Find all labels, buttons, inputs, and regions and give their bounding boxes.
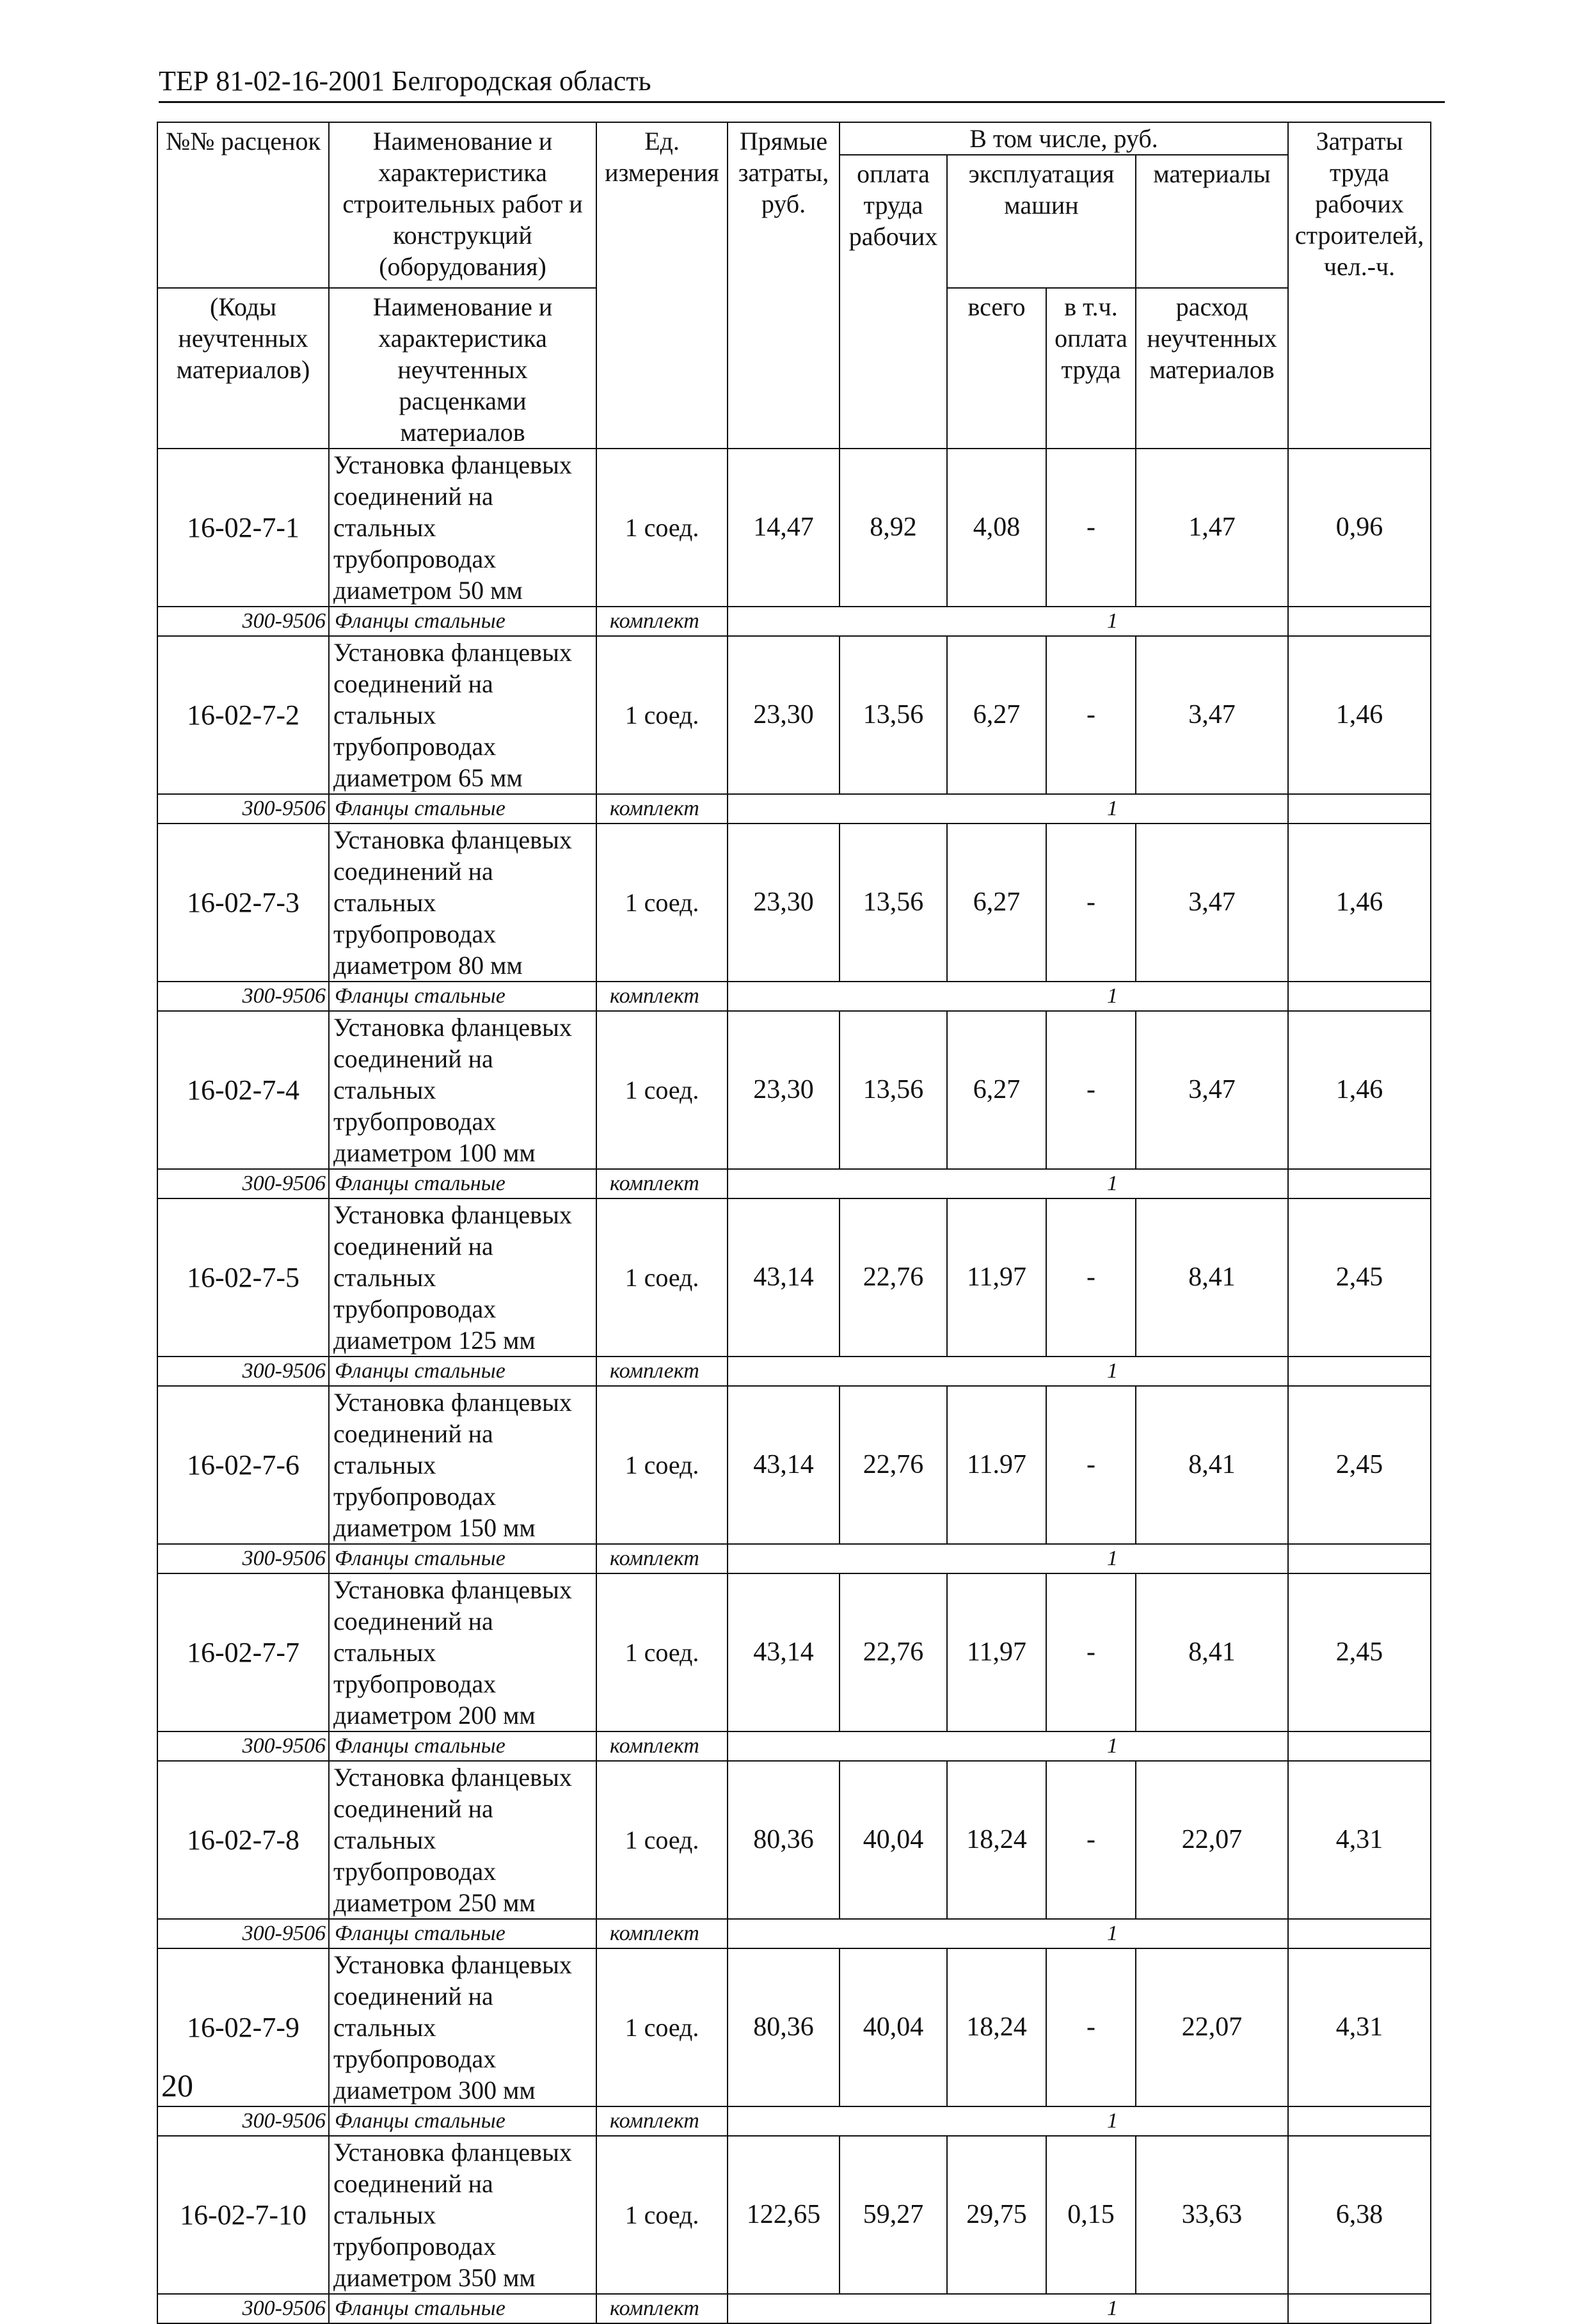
unit: 1 соед. — [596, 1948, 728, 2106]
material-blank-end — [1288, 1731, 1431, 1761]
direct-cost: 14,47 — [728, 449, 840, 607]
material-row — [157, 1357, 1431, 1386]
header-unit: Ед. измерения — [596, 122, 728, 449]
material-code: 300-9506 — [157, 982, 329, 1011]
material-blank-end — [1288, 794, 1431, 824]
material-qty: 1 — [1046, 2106, 1288, 2136]
machines-wages: - — [1046, 1573, 1136, 1731]
materials: 22,07 — [1136, 1948, 1288, 2106]
direct-cost: 23,30 — [728, 1011, 840, 1169]
material-blank-end — [1288, 1919, 1431, 1948]
labor: 0,96 — [1288, 449, 1431, 607]
material-qty: 1 — [1046, 794, 1288, 824]
material-unit: комплект — [596, 1169, 728, 1198]
labor: 2,45 — [1288, 1386, 1431, 1544]
material-name: Фланцы стальные — [329, 1919, 596, 1948]
header-unaccounted-name: Наименование и характеристика неучтенных расценками материалов — [329, 288, 596, 449]
direct-cost: 122,65 — [728, 2136, 840, 2294]
labor: 1,46 — [1288, 824, 1431, 982]
header-code: №№ расценок — [157, 122, 329, 288]
header-material-use: расход неучтенных материалов — [1136, 288, 1288, 449]
header-unaccounted-code: (Коды неучтенных материалов) — [157, 288, 329, 449]
machines-wages: 0,15 — [1046, 2136, 1136, 2294]
material-code: 300-9506 — [157, 794, 329, 824]
materials: 33,63 — [1136, 2136, 1288, 2294]
machines-total: 6,27 — [947, 824, 1046, 982]
material-unit: комплект — [596, 1357, 728, 1386]
machines-total: 18,24 — [947, 1761, 1046, 1919]
unit: 1 соед. — [596, 1761, 728, 1919]
material-name: Фланцы стальные — [329, 607, 596, 636]
unit: 1 соед. — [596, 1198, 728, 1357]
labor: 1,46 — [1288, 636, 1431, 794]
material-code: 300-9506 — [157, 1357, 329, 1386]
machines-wages: - — [1046, 1761, 1136, 1919]
machines-wages: - — [1046, 1198, 1136, 1357]
document-title: ТЕР 81-02-16-2001 Белгородская область — [159, 65, 651, 97]
materials: 8,41 — [1136, 1386, 1288, 1544]
material-code: 300-9506 — [157, 1169, 329, 1198]
machines-total: 18,24 — [947, 1948, 1046, 2106]
unit: 1 соед. — [596, 1011, 728, 1169]
material-unit: комплект — [596, 1919, 728, 1948]
machines-wages: - — [1046, 1011, 1136, 1169]
material-blank — [728, 2294, 1046, 2323]
rates-table — [157, 122, 1431, 2324]
material-unit: комплект — [596, 2106, 728, 2136]
wages: 13,56 — [840, 636, 947, 794]
direct-cost: 23,30 — [728, 824, 840, 982]
machines-wages: - — [1046, 824, 1136, 982]
table-row — [157, 824, 1431, 982]
material-qty: 1 — [1046, 1357, 1288, 1386]
rate-code: 16-02-7-9 — [157, 1948, 329, 2106]
material-row — [157, 1731, 1431, 1761]
labor: 2,45 — [1288, 1573, 1431, 1731]
direct-cost: 80,36 — [728, 1761, 840, 1919]
labor: 4,31 — [1288, 1761, 1431, 1919]
unit: 1 соед. — [596, 824, 728, 982]
material-unit: комплект — [596, 982, 728, 1011]
direct-cost: 43,14 — [728, 1573, 840, 1731]
rate-code: 16-02-7-6 — [157, 1386, 329, 1544]
unit: 1 соед. — [596, 449, 728, 607]
material-blank — [728, 1169, 1046, 1198]
material-unit: комплект — [596, 2294, 728, 2323]
material-blank — [728, 982, 1046, 1011]
machines-total: 11.97 — [947, 1386, 1046, 1544]
rate-code: 16-02-7-7 — [157, 1573, 329, 1731]
unit: 1 соед. — [596, 1386, 728, 1544]
machines-total: 4,08 — [947, 449, 1046, 607]
material-blank — [728, 794, 1046, 824]
material-qty: 1 — [1046, 1544, 1288, 1573]
material-blank-end — [1288, 2106, 1431, 2136]
rate-code: 16-02-7-2 — [157, 636, 329, 794]
material-code: 300-9506 — [157, 1919, 329, 1948]
header-wages: оплата труда рабочих — [840, 155, 947, 449]
material-name: Фланцы стальные — [329, 1357, 596, 1386]
material-name: Фланцы стальные — [329, 982, 596, 1011]
materials: 22,07 — [1136, 1761, 1288, 1919]
rate-code: 16-02-7-3 — [157, 824, 329, 982]
wages: 22,76 — [840, 1573, 947, 1731]
table-row — [157, 1948, 1431, 2106]
material-blank-end — [1288, 1169, 1431, 1198]
materials: 8,41 — [1136, 1198, 1288, 1357]
table-row — [157, 636, 1431, 794]
machines-total: 6,27 — [947, 636, 1046, 794]
machines-total: 11,97 — [947, 1198, 1046, 1357]
page-number: 20 — [161, 2067, 193, 2103]
material-qty: 1 — [1046, 1919, 1288, 1948]
rate-code: 16-02-7-5 — [157, 1198, 329, 1357]
header-labor: Затраты труда рабочих строителей, чел.-ч. — [1288, 122, 1431, 449]
material-blank — [728, 1919, 1046, 1948]
work-name: Установка фланцевых соединений на стальных трубопроводах диаметром 300 мм — [329, 1948, 596, 2106]
header-direct: Прямые затраты, руб. — [728, 122, 840, 449]
unit: 1 соед. — [596, 1573, 728, 1731]
material-name: Фланцы стальные — [329, 1731, 596, 1761]
direct-cost: 80,36 — [728, 1948, 840, 2106]
labor: 1,46 — [1288, 1011, 1431, 1169]
material-name: Фланцы стальные — [329, 1544, 596, 1573]
work-name: Установка фланцевых соединений на стальных трубопроводах диаметром 65 мм — [329, 636, 596, 794]
rate-code: 16-02-7-8 — [157, 1761, 329, 1919]
materials: 3,47 — [1136, 636, 1288, 794]
materials: 8,41 — [1136, 1573, 1288, 1731]
material-blank — [728, 1544, 1046, 1573]
unit: 1 соед. — [596, 2136, 728, 2294]
table-row — [157, 2136, 1431, 2294]
work-name: Установка фланцевых соединений на стальных трубопроводах диаметром 350 мм — [329, 2136, 596, 2294]
page-header — [159, 64, 1445, 103]
material-code: 300-9506 — [157, 1731, 329, 1761]
header-name: Наименование и характеристика строительных работ и конструкций (оборудования) — [329, 122, 596, 288]
material-blank-end — [1288, 607, 1431, 636]
material-row — [157, 982, 1431, 1011]
material-code: 300-9506 — [157, 1544, 329, 1573]
wages: 40,04 — [840, 1761, 947, 1919]
machines-wages: - — [1046, 636, 1136, 794]
machines-wages: - — [1046, 449, 1136, 607]
labor: 4,31 — [1288, 1948, 1431, 2106]
material-row — [157, 1919, 1431, 1948]
work-name: Установка фланцевых соединений на стальных трубопроводах диаметром 50 мм — [329, 449, 596, 607]
materials: 3,47 — [1136, 1011, 1288, 1169]
material-code: 300-9506 — [157, 2294, 329, 2323]
table-row — [157, 1011, 1431, 1169]
rate-code: 16-02-7-4 — [157, 1011, 329, 1169]
material-row — [157, 2106, 1431, 2136]
material-name: Фланцы стальные — [329, 2294, 596, 2323]
header-machines-wages: в т.ч. оплата труда — [1046, 288, 1136, 449]
material-code: 300-9506 — [157, 2106, 329, 2136]
material-qty: 1 — [1046, 607, 1288, 636]
table-header — [157, 122, 1431, 449]
wages: 59,27 — [840, 2136, 947, 2294]
labor: 2,45 — [1288, 1198, 1431, 1357]
wages: 13,56 — [840, 824, 947, 982]
direct-cost: 43,14 — [728, 1198, 840, 1357]
wages: 22,76 — [840, 1198, 947, 1357]
table-row — [157, 449, 1431, 607]
work-name: Установка фланцевых соединений на стальных трубопроводах диаметром 80 мм — [329, 824, 596, 982]
header-materials: материалы — [1136, 155, 1288, 288]
material-name: Фланцы стальные — [329, 2106, 596, 2136]
work-name: Установка фланцевых соединений на стальных трубопроводах диаметром 250 мм — [329, 1761, 596, 1919]
material-blank-end — [1288, 982, 1431, 1011]
table-row — [157, 1386, 1431, 1544]
machines-total: 6,27 — [947, 1011, 1046, 1169]
rate-code: 16-02-7-10 — [157, 2136, 329, 2294]
rate-code: 16-02-7-1 — [157, 449, 329, 607]
table-row — [157, 1198, 1431, 1357]
material-qty: 1 — [1046, 1169, 1288, 1198]
header-including: В том числе, руб. — [840, 122, 1288, 155]
material-name: Фланцы стальные — [329, 1169, 596, 1198]
material-row — [157, 2294, 1431, 2323]
material-unit: комплект — [596, 607, 728, 636]
material-name: Фланцы стальные — [329, 794, 596, 824]
machines-total: 29,75 — [947, 2136, 1046, 2294]
machines-wages: - — [1046, 1386, 1136, 1544]
material-row — [157, 1169, 1431, 1198]
labor: 6,38 — [1288, 2136, 1431, 2294]
wages: 40,04 — [840, 1948, 947, 2106]
material-code: 300-9506 — [157, 607, 329, 636]
materials: 1,47 — [1136, 449, 1288, 607]
table-body — [157, 449, 1431, 2323]
wages: 8,92 — [840, 449, 947, 607]
material-qty: 1 — [1046, 1731, 1288, 1761]
material-blank-end — [1288, 1544, 1431, 1573]
work-name: Установка фланцевых соединений на стальных трубопроводах диаметром 200 мм — [329, 1573, 596, 1731]
material-unit: комплект — [596, 794, 728, 824]
wages: 22,76 — [840, 1386, 947, 1544]
direct-cost: 43,14 — [728, 1386, 840, 1544]
work-name: Установка фланцевых соединений на стальных трубопроводах диаметром 100 мм — [329, 1011, 596, 1169]
work-name: Установка фланцевых соединений на стальных трубопроводах диаметром 150 мм — [329, 1386, 596, 1544]
machines-wages: - — [1046, 1948, 1136, 2106]
table-row — [157, 1573, 1431, 1731]
material-blank — [728, 1731, 1046, 1761]
materials: 3,47 — [1136, 824, 1288, 982]
material-unit: комплект — [596, 1544, 728, 1573]
material-blank — [728, 1357, 1046, 1386]
material-blank-end — [1288, 2294, 1431, 2323]
unit: 1 соед. — [596, 636, 728, 794]
material-blank — [728, 607, 1046, 636]
header-machines-total: всего — [947, 288, 1046, 449]
header-machines: эксплуатация машин — [947, 155, 1136, 288]
material-blank — [728, 2106, 1046, 2136]
direct-cost: 23,30 — [728, 636, 840, 794]
table-row — [157, 1761, 1431, 1919]
material-blank-end — [1288, 1357, 1431, 1386]
wages: 13,56 — [840, 1011, 947, 1169]
material-row — [157, 794, 1431, 824]
machines-total: 11,97 — [947, 1573, 1046, 1731]
work-name: Установка фланцевых соединений на стальных трубопроводах диаметром 125 мм — [329, 1198, 596, 1357]
material-qty: 1 — [1046, 982, 1288, 1011]
material-row — [157, 1544, 1431, 1573]
material-qty: 1 — [1046, 2294, 1288, 2323]
material-unit: комплект — [596, 1731, 728, 1761]
material-row — [157, 607, 1431, 636]
